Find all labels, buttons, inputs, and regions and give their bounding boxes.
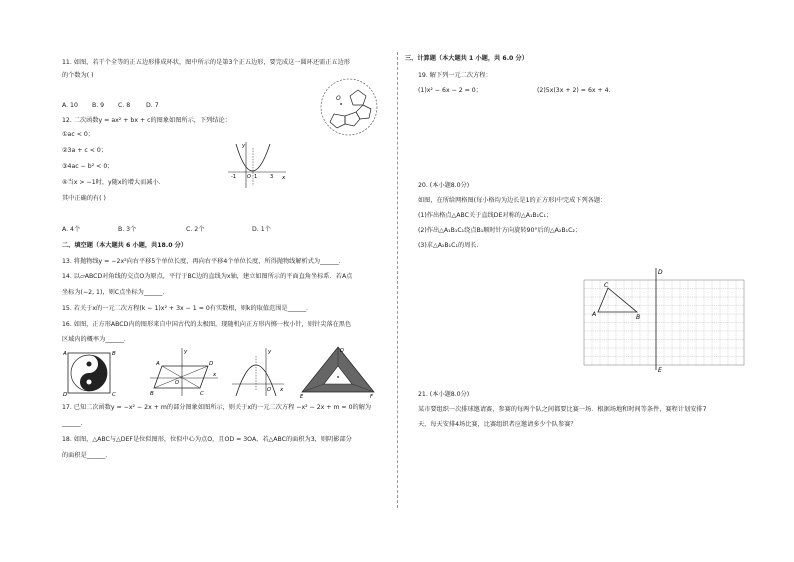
- q12-y-label: y: [242, 143, 246, 149]
- pentagon-ring-figure: [318, 76, 380, 138]
- q12-one-label: 1: [254, 174, 258, 180]
- q20-line2: (1)作出格点△ABC关于直线DE对称的△A₁B₁C₁；: [418, 212, 553, 219]
- q20-line3: (2)作出△A₁B₁C₁绕点B₁顺时针方向旋转90°后的△A₂B₁C₂；: [418, 227, 582, 234]
- q17-fig-o: O: [267, 387, 271, 393]
- q19-eq1: (1)x² − 6x − 2 = 0；: [418, 87, 482, 94]
- para-label-b: B: [150, 391, 154, 397]
- q13: 13. 将抛物线y = −2x²向右平移5个单位长度，再向右平移4个单位长度，所得抛物线解析式为______．: [62, 258, 345, 265]
- q21-line2: 天，每天安排4场比赛，比赛组织者应邀请多少个队参赛？: [418, 421, 577, 428]
- taiji-label-a: A: [63, 351, 67, 357]
- q17-parabola-figure: [230, 346, 286, 398]
- tri-label-e: E: [300, 394, 304, 398]
- para-label-y: y: [184, 349, 188, 355]
- grid-label-b: B: [636, 314, 641, 321]
- grid-label-a: A: [592, 311, 597, 318]
- section-3-heading: 三、计算题（本大题共 1 小题，共 6.0 分）: [405, 55, 528, 62]
- q18-line2: 的面积是______．: [62, 452, 112, 459]
- para-label-d: D: [209, 361, 214, 367]
- taiji-square-figure: [62, 348, 124, 398]
- q20-line1: 如图，在所给网格图(每小格均为边长是1的正方形)中完成下列各题：: [418, 197, 607, 204]
- q12-three-label: 3: [270, 174, 274, 180]
- q21-head: 21. (本小题8.0分): [418, 391, 470, 398]
- tri-label-f: F: [370, 394, 373, 398]
- q12-ask: 其中正确的有( ): [62, 195, 106, 202]
- q15: 15. 若关于x的一元二次方程(k − 1)x² + 3x − 1 = 0有实数根，则k的取值范围是______．: [62, 305, 313, 312]
- q19-stem: 19. 解下列一元二次方程：: [418, 72, 492, 79]
- q18-line1: 18. 如图，△ABC与△DEF是位似图形，位似中心为点O，且OD = 3OA，若△ABC的面积为3，则阴影部分: [62, 436, 352, 443]
- q20-line4: (3)求△A₂B₁C₁的周长．: [418, 242, 483, 249]
- taiji-label-c: C: [112, 392, 116, 398]
- q20-head: 20. (本小题8.0分): [418, 182, 470, 189]
- taiji-label-d: D: [63, 392, 68, 398]
- q16-line2: 区域内的概率为______．: [62, 336, 131, 343]
- q11-choice-d: D. 7: [146, 102, 159, 109]
- column-divider: [397, 52, 398, 508]
- grid-label-d: D: [658, 269, 663, 276]
- q21-line1: 某市要组织一次排球邀请赛，参赛的每两个队之间都要比赛一场．根据场地和时间等条件，赛程计划安排7: [418, 406, 707, 413]
- q12-item-4: ④当x > −1时，y随x的增大而减小．: [62, 179, 165, 186]
- q17-line1: 17. 已知二次函数y = −x² − 2x + m的部分图象如图所示，则关于x的一元二次方程 −x² − 2x + m = 0的解为: [62, 404, 372, 411]
- q12-choice-c: C. 2个: [186, 226, 205, 233]
- q12-choice-b: B. 3个: [118, 226, 137, 233]
- q11-choice-a: A. 10: [62, 102, 78, 109]
- similar-triangles-figure: [300, 344, 376, 398]
- q14-line1: 14. 以▱ABCD对角线的交点O为原点，平行于BC边的直线为x轴，建立如图所示的平面直角坐标系．若A点: [62, 273, 353, 280]
- grid-label-e: E: [658, 367, 662, 374]
- taiji-label-b: B: [112, 351, 116, 357]
- q11-choice-b: B. 9: [92, 102, 105, 109]
- q19-eq2: (2)5x(3x + 2) = 6x + 4．: [537, 87, 615, 94]
- q11-choice-c: C. 8: [118, 102, 131, 109]
- q12-origin-label: O: [247, 174, 251, 180]
- q14-line2: 坐标为(−2, 1)，则C点坐标为______．: [62, 289, 169, 296]
- grid-label-c: C: [604, 282, 609, 289]
- q20-grid-figure: [578, 266, 750, 374]
- q12-choice-a: A. 4个: [62, 226, 81, 233]
- q12-item-3: ③4ac − b² < 0；: [62, 163, 114, 170]
- q17-fig-x: x: [280, 387, 284, 393]
- q12-item-1: ①ac < 0；: [62, 131, 94, 138]
- q11-line2: 的个数为( ): [62, 72, 94, 79]
- q17-line2: ______．: [62, 420, 87, 427]
- q12-parabola-figure: [226, 140, 288, 190]
- para-label-c: C: [200, 391, 204, 397]
- para-label-x: x: [213, 372, 217, 378]
- q12-neg1-label: -1: [231, 174, 236, 180]
- para-label-o: O: [175, 380, 179, 386]
- q12-x-label: x: [282, 175, 286, 181]
- q11-fig-label: O: [336, 95, 341, 102]
- q17-fig-y: y: [268, 349, 272, 355]
- section-2-heading: 二、填空题（本大题共 6 小题，共18.0 分）: [62, 242, 188, 249]
- q12-choice-d: D. 1个: [252, 226, 271, 233]
- tri-label-d: D: [340, 348, 344, 354]
- para-label-a: A: [156, 361, 160, 367]
- q12-item-2: ②3a + c < 0；: [62, 147, 108, 154]
- q16-line1: 16. 如图，正方形ABCD内的图形来自中国古代的太极图，现随机向正方形内掷一枚小针，则针尖落在黑色: [62, 321, 352, 328]
- q12-stem: 12. 二次函数y = ax² + bx + c的图象如图所示，下列结论：: [62, 117, 231, 124]
- parallelogram-figure: [148, 346, 220, 398]
- q11-line1: 11. 如图，若干个全等的正五边形排成环状，图中所示的是第3个正五边形，要完成这一圆环还需正五边形: [62, 59, 350, 66]
